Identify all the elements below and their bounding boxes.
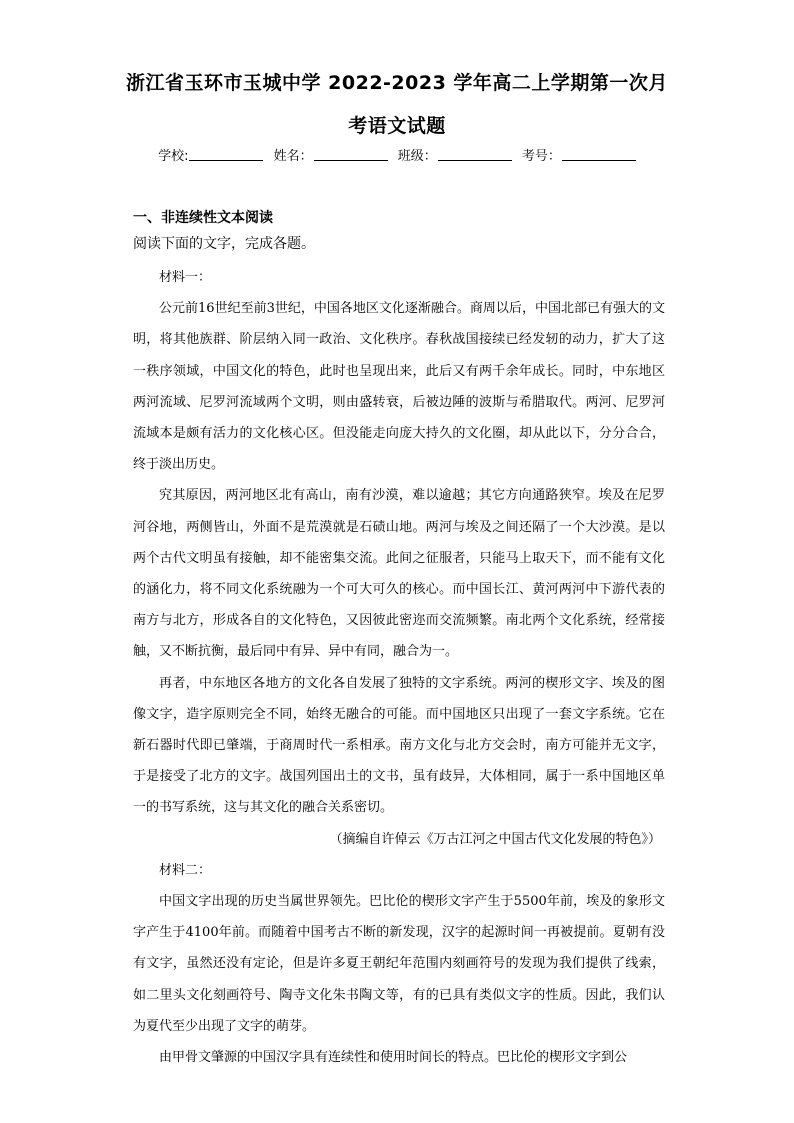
school-blank[interactable] bbox=[189, 148, 263, 161]
class-label: 班级： bbox=[397, 149, 437, 164]
reading-passage bbox=[133, 262, 665, 1073]
material2-label: 材料二： bbox=[159, 862, 212, 878]
section-heading: 一、非连续性文本阅读 bbox=[133, 210, 273, 226]
name-field[interactable] bbox=[274, 145, 388, 164]
doc-title-line2: 考语文试题 bbox=[348, 115, 446, 137]
material2-paragraph: 中国文字出现的历史当属世界领先。巴比伦的楔形文字产生于5500年前，埃及的象形文字产生于4100年前。而随着中国考古不断的新发现，汉字的起源时间一再被提前。夏朝有没有文字，虽然还没有定论，但是许多夏王朝纪年范围内刻画符号的发现为我们提供了线索，如二里头文化刻画符号、陶寺文化朱书陶文等，有的已具有类似文字的性质。因此，我们认为夏代至少出现了文字的萌芽。 bbox=[133, 894, 665, 1034]
class-field[interactable] bbox=[398, 145, 512, 164]
material1-label: 材料一： bbox=[159, 270, 212, 285]
material1-source: （摘编自许倬云《万古江河之中国古代文化发展的特色》） bbox=[329, 831, 661, 847]
number-blank[interactable] bbox=[562, 148, 636, 161]
number-label: 考号： bbox=[521, 149, 561, 164]
school-field[interactable] bbox=[158, 145, 263, 164]
name-blank[interactable] bbox=[314, 148, 388, 161]
material2-paragraph: 由甲骨文肇源的中国汉字具有连续性和使用时间长的特点。巴比伦的楔形文字到公 bbox=[159, 1050, 628, 1066]
school-label: 学校: bbox=[158, 149, 189, 164]
material1-paragraph: 究其原因，两河地区北有高山，南有沙漠，难以逾越；其它方向通路狭窄。埃及在尼罗河谷地，两侧皆山，外面不是荒漠就是石碛山地。两河与埃及之间还隔了一个大沙漠。是以两个古代文明虽有接触，却不能密集交流。此间之征服者，只能马上取天下，而不能有文化的涵化力，将不同文化系统融为一个可大可久的核心。而中国长江、黄河两河中下游代表的南方与北方，形成各自的文化特色，又因彼此密迩而交流频繁。南北两个文化系统，经常接触，又不断抗衡，最后同中有异、异中有同，融合为一。 bbox=[133, 488, 665, 660]
doc-title-line1: 浙江省玉环市玉城中学 2022-2023 学年高二上学期第一次月 bbox=[126, 72, 668, 94]
student-info-row bbox=[0, 145, 794, 164]
material1-paragraph: 公元前16世纪至前3世纪，中国各地区文化逐渐融合。商周以后，中国北部已有强大的文明，将其他族群、阶层纳入同一政治、文化秩序。春秋战国接续已经发轫的动力，扩大了这一秩序领域，中国文化的特色，此时也呈现出来，此后又有两千余年成长。同时，中东地区两河流域、尼罗河流域两个文明，则由盛转衰，后被边陲的波斯与希腊取代。两河、尼罗河流域本是颇有活力的文化核心区。但没能走向庞大持久的文化圈，却从此以下，分分合合，终于淡出历史。 bbox=[133, 301, 665, 473]
number-field[interactable] bbox=[522, 145, 636, 164]
instruction-text: 阅读下面的文字，完成各题。 bbox=[133, 236, 315, 252]
material1-paragraph: 再者，中东地区各地方的文化各自发展了独特的文字系统。两河的楔形文字、埃及的图像文字，造字原则完全不同，始终无融合的可能。而中国地区只出现了一套文字系统。它在新石器时代即已肇端，于商周时代一系相承。南方文化与北方交会时，南方可能并无文字，于是接受了北方的文字。战国列国出土的文书，虽有歧异，大体相同，属于一系中国地区单一的书写系统，这与其文化的融合关系密切。 bbox=[133, 675, 665, 816]
class-blank[interactable] bbox=[438, 148, 512, 161]
name-label: 姓名： bbox=[273, 149, 313, 164]
